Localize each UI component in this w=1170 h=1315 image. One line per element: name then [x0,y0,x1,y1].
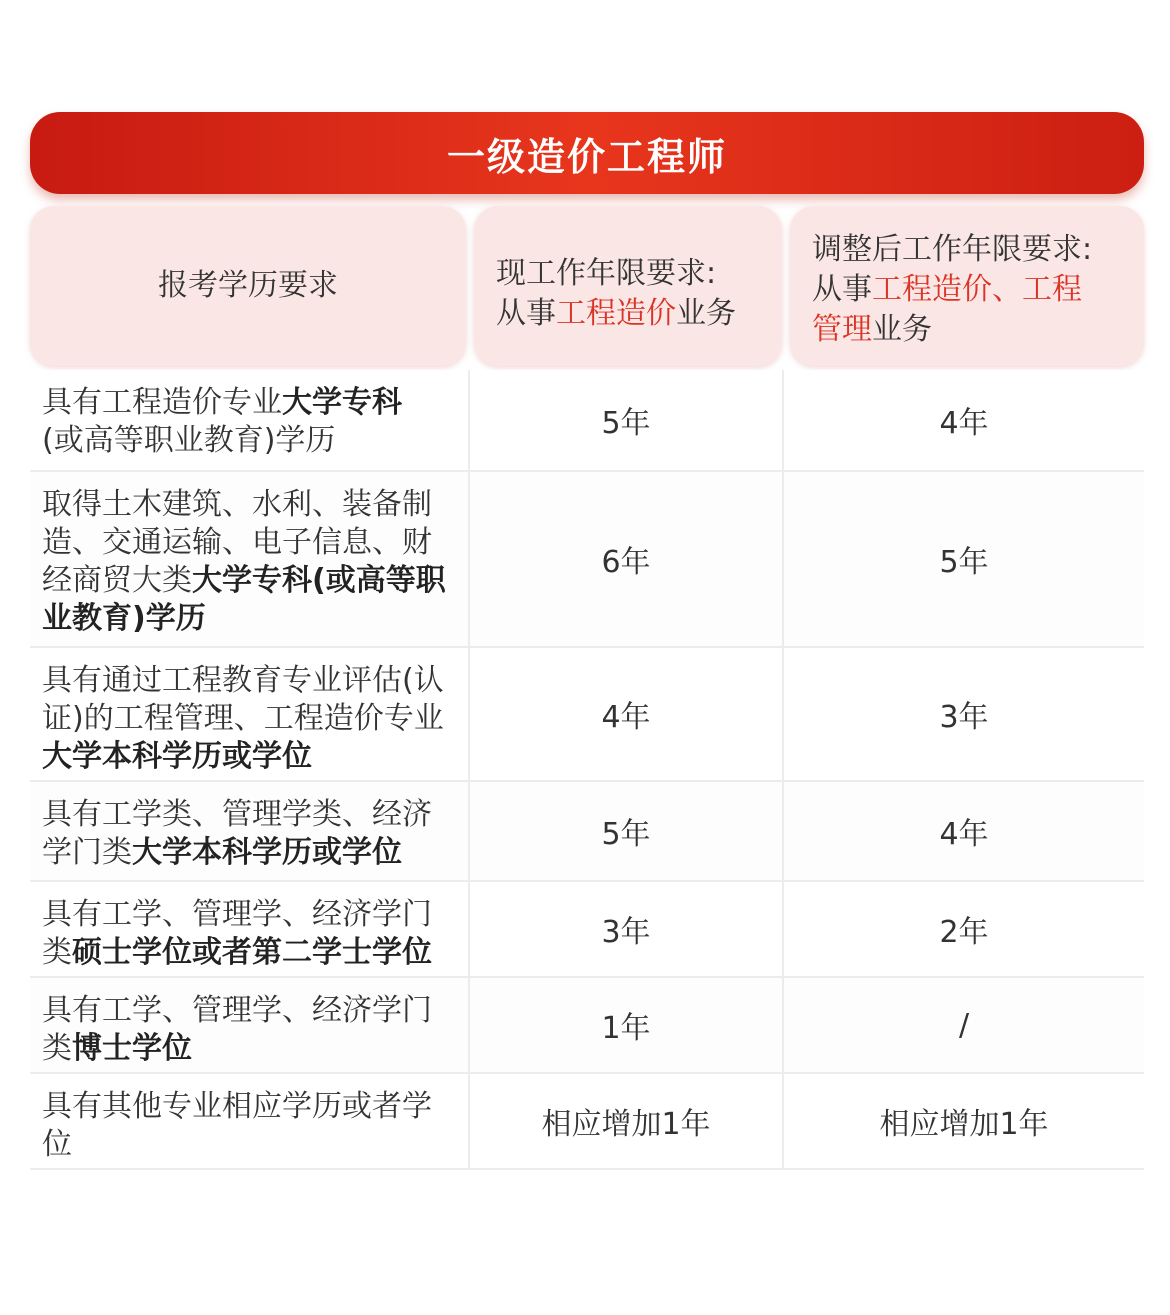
education-text-bold: 大学专科(或高等职业教育)学历 [42,563,446,636]
header-adjusted-line3 [812,310,1144,350]
header-education-requirement [30,206,466,366]
education-text-bold: 博士学位 [72,1031,192,1066]
adjusted-years-cell: 4年 [939,817,989,852]
current-years-cell: 4年 [470,648,784,780]
education-text-bold: 大学专科 [282,385,402,420]
header-current-line2-highlight: 工程造价 [556,296,676,331]
education-text-bold: 大学本科学历或学位 [132,835,402,870]
header-current-line2 [496,294,782,334]
education-text: 取得土木建筑、水利、装备制造、交通运输、电子信息、财经商贸大类 [42,487,432,598]
current-years-cell: 5年 [470,370,784,470]
education-text: 具有通过工程教育专业评估(认证)的工程管理、工程造价专业 [42,663,444,736]
table-row [30,472,1144,648]
table-row [30,882,1144,978]
education-text: 具有工学、管理学、经济学门类 [42,993,432,1066]
header-adjusted-line3-post: 业务 [872,312,932,347]
education-cell [30,882,470,976]
education-text: 具有工学类、管理学类、经济学门类 [42,797,432,870]
header-education-label: 报考学历要求 [158,268,338,303]
education-text: 具有其他专业相应学历或者学位 [42,1089,432,1162]
header-adjusted-line2-highlight: 工程造价、工程 [872,272,1082,307]
table-row [30,1074,1144,1170]
table-row [30,370,1144,472]
current-years-cell: 1年 [470,978,784,1072]
education-cell [30,1074,470,1168]
table-row [30,978,1144,1074]
education-cell [30,782,470,880]
table-row [30,782,1144,882]
header-adjusted-work-years [790,206,1144,366]
adjusted-years-cell: 相应增加1年 [879,1107,1049,1142]
header-current-line1: 现工作年限要求: [496,256,717,291]
adjusted-years-cell: 2年 [939,915,989,950]
table-title-banner: 一级造价工程师 [30,112,1144,194]
table-row [30,648,1144,782]
education-text: (或高等职业教育)学历 [42,423,336,458]
education-cell [30,472,470,646]
header-adjusted-line2 [812,270,1144,310]
adjusted-years-cell: 3年 [939,700,989,735]
header-adjusted-line3-highlight: 管理 [812,312,872,347]
education-text: 具有工学、管理学、经济学门类 [42,897,432,970]
education-text: 具有工程造价专业 [42,385,282,420]
education-text-bold: 大学本科学历或学位 [42,739,312,774]
education-text-bold: 硕士学位或者第二学士学位 [72,935,432,970]
header-current-work-years [474,206,782,366]
adjusted-years-cell: / [958,1007,970,1043]
adjusted-years-cell: 5年 [939,545,989,580]
current-years-cell: 6年 [470,472,784,646]
current-years-cell: 5年 [470,782,784,880]
education-cell [30,648,470,780]
current-years-cell: 相应增加1年 [470,1074,784,1168]
education-cell [30,978,470,1072]
header-current-line2-post: 业务 [676,296,736,331]
education-cell [30,370,470,470]
current-years-cell: 3年 [470,882,784,976]
requirements-table [30,370,1144,1170]
header-adjusted-line2-pre: 从事 [812,272,872,307]
header-adjusted-line1: 调整后工作年限要求: [812,232,1093,267]
header-current-line2-pre: 从事 [496,296,556,331]
adjusted-years-cell: 4年 [939,406,989,441]
